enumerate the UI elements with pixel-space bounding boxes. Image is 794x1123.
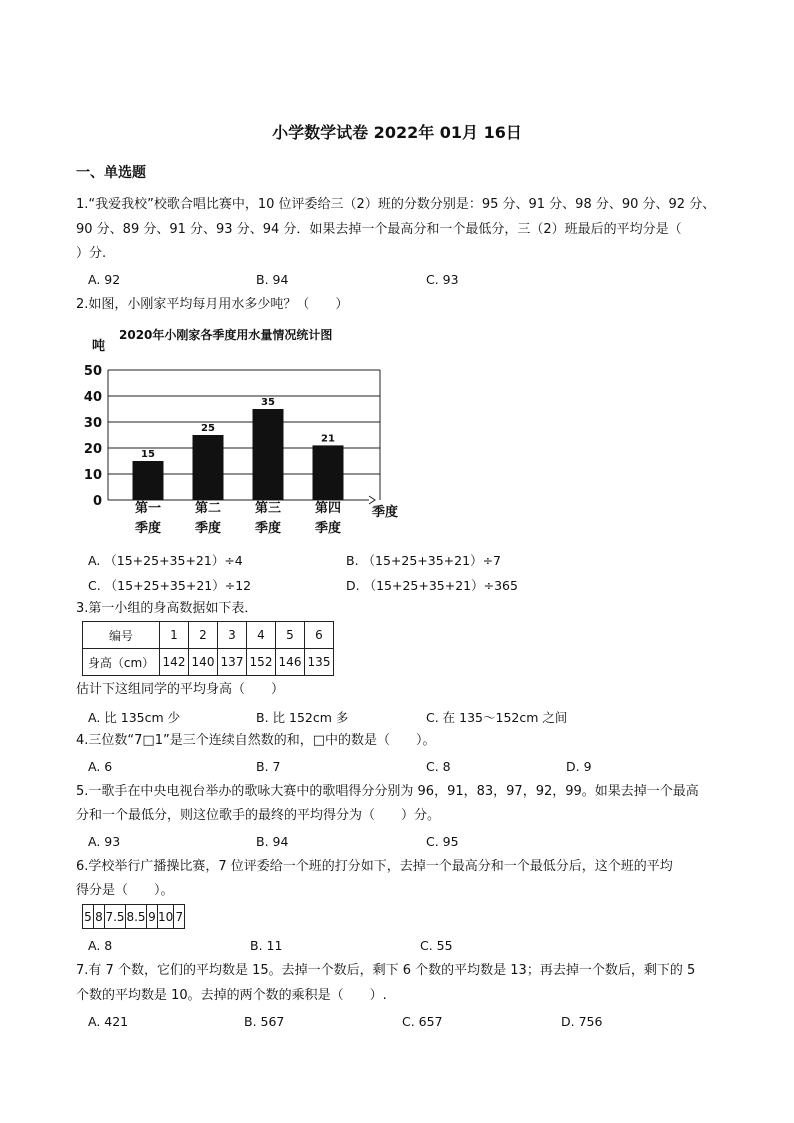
- question-7-line-1: 7.有 7 个数，它们的平均数是 15。去掉一个数后，剩下 6 个数的平均数是 13；再去掉一个数后，剩下的 5: [76, 963, 696, 978]
- chart-category-label: 第二: [194, 501, 222, 516]
- table-cell: 5: [83, 905, 94, 929]
- q4-option-b[interactable]: B. 7: [256, 759, 281, 774]
- chart-category-label: 第四: [314, 501, 342, 516]
- chart-category-label: 季度: [314, 521, 342, 536]
- question-3-text: 3.第一小组的身高数据如下表．: [76, 601, 258, 616]
- chart-y-tick-label: 40: [84, 390, 102, 405]
- chart-data-label: 15: [141, 449, 155, 460]
- chart-category-label: 第一: [134, 501, 162, 516]
- table-cell: 8: [94, 905, 105, 929]
- table-cell: 6: [305, 622, 334, 649]
- q1-option-a[interactable]: A. 92: [88, 272, 121, 287]
- q1-option-c[interactable]: C. 93: [426, 272, 459, 287]
- q7-option-d[interactable]: D. 756: [561, 1014, 603, 1029]
- q5-option-b[interactable]: B. 94: [256, 834, 289, 849]
- q3-option-a[interactable]: A. 比 135cm 少: [88, 710, 181, 725]
- chart-y-tick-label: 50: [84, 364, 102, 379]
- question-1-line-1: 1.“我爱我校”校歌合唱比赛中，10 位评委给三（2）班的分数分别是：95 分、91 分、98 分、90 分、92 分、: [76, 197, 716, 212]
- table-cell: 身高（cm）: [83, 649, 160, 676]
- chart-y-tick-label: 0: [92, 494, 102, 509]
- chart-data-label: 21: [321, 433, 335, 445]
- table-cell: 152: [247, 649, 276, 676]
- table-cell: 140: [189, 649, 218, 676]
- q4-option-d[interactable]: D. 9: [566, 759, 592, 774]
- chart-data-label: 25: [201, 423, 215, 434]
- table-cell: 4: [247, 622, 276, 649]
- chart-x-axis-arrow: [369, 496, 375, 504]
- question-7-line-2: 个数的平均数是 10。去掉的两个数的乘积是（ ）.: [76, 988, 387, 1003]
- score-table: [82, 904, 185, 929]
- q2-option-d[interactable]: D. （15+25+35+21）÷365: [346, 578, 518, 593]
- q1-option-b[interactable]: B. 94: [256, 272, 289, 287]
- table-cell: 137: [218, 649, 247, 676]
- table-cell: 5: [276, 622, 305, 649]
- q3-option-b[interactable]: B. 比 152cm 多: [256, 710, 349, 725]
- question-5-line-1: 5.一歌手在中央电视台举办的歌咏大赛中的歌唱得分分别为 96，91，83，97，92，99。如果去掉一个最高: [76, 784, 699, 799]
- score-table-row: [83, 905, 185, 929]
- height-table-data-row: [83, 649, 334, 676]
- chart-bar: [133, 461, 164, 500]
- page-title: 小学数学试卷 2022年 01月 16日: [272, 123, 522, 142]
- table-cell: 135: [305, 649, 334, 676]
- table-cell: 编号: [83, 622, 160, 649]
- question-2-text: 2.如图，小刚家平均每月用水多少吨？（ ）: [76, 297, 349, 312]
- chart-category-label: 季度: [254, 521, 282, 536]
- q4-option-c[interactable]: C. 8: [426, 759, 451, 774]
- chart-bar: [193, 435, 224, 500]
- q7-option-a[interactable]: A. 421: [88, 1014, 129, 1029]
- q2-option-a[interactable]: A. （15+25+35+21）÷4: [88, 553, 243, 568]
- q6-option-b[interactable]: B. 11: [250, 938, 283, 953]
- table-cell: 7.5: [105, 905, 126, 929]
- chart-bar: [313, 445, 344, 500]
- q6-option-c[interactable]: C. 55: [420, 938, 453, 953]
- table-cell: 1: [160, 622, 189, 649]
- question-3-prompt: 估计下这组同学的平均身高（ ）: [76, 682, 285, 697]
- table-cell: 2: [189, 622, 218, 649]
- height-table-header-row: [83, 622, 334, 649]
- chart-y-axis-label: 吨: [92, 339, 106, 354]
- question-1-line-3: ）分.: [76, 246, 107, 261]
- q7-option-c[interactable]: C. 657: [402, 1014, 443, 1029]
- chart-y-tick-label: 30: [84, 416, 102, 431]
- q3-option-c[interactable]: C. 在 135～152cm 之间: [426, 710, 568, 725]
- chart-title: 2020年小刚家各季度用水量情况统计图: [119, 328, 333, 342]
- q4-option-a[interactable]: A. 6: [88, 759, 113, 774]
- question-5-line-2: 分和一个最低分，则这位歌手的最终的平均得分为（ ）分。: [76, 808, 441, 823]
- table-cell: 142: [160, 649, 189, 676]
- chart-category-label: 第三: [254, 501, 282, 516]
- q6-option-a[interactable]: A. 8: [88, 938, 113, 953]
- q5-option-c[interactable]: C. 95: [426, 834, 459, 849]
- table-cell: 146: [276, 649, 305, 676]
- chart-y-tick-label: 10: [84, 468, 102, 483]
- q2-option-c[interactable]: C. （15+25+35+21）÷12: [88, 578, 252, 593]
- chart-category-label: 季度: [194, 521, 222, 536]
- table-cell: 3: [218, 622, 247, 649]
- question-4-text: 4.三位数“7□1”是三个连续自然数的和，□中的数是（ ）。: [76, 733, 436, 748]
- chart-bar: [253, 409, 284, 500]
- table-cell: 7: [174, 905, 185, 929]
- question-1-line-2: 90 分、89 分、91 分、93 分、94 分．如果去掉一个最高分和一个最低分，三（2）班最后的平均分是（: [76, 222, 682, 237]
- question-6-line-2: 得分是（ ）。: [76, 883, 174, 898]
- section-heading: 一、单选题: [76, 165, 146, 181]
- height-table: [82, 621, 334, 676]
- question-6-line-1: 6.学校举行广播操比赛，7 位评委给一个班的打分如下，去掉一个最高分和一个最低分后，这个班的平均: [76, 859, 673, 874]
- q5-option-a[interactable]: A. 93: [88, 834, 121, 849]
- chart-data-label: 35: [261, 397, 275, 408]
- chart-y-tick-label: 20: [84, 442, 102, 457]
- table-cell: 8.5: [126, 905, 147, 929]
- q7-option-b[interactable]: B. 567: [244, 1014, 285, 1029]
- table-cell: 10: [158, 905, 174, 929]
- q2-option-b[interactable]: B. （15+25+35+21）÷7: [346, 553, 501, 568]
- water-usage-bar-chart: [84, 318, 424, 543]
- chart-category-label: 季度: [134, 521, 162, 536]
- chart-x-axis-label: 季度: [372, 505, 399, 520]
- table-cell: 9: [147, 905, 158, 929]
